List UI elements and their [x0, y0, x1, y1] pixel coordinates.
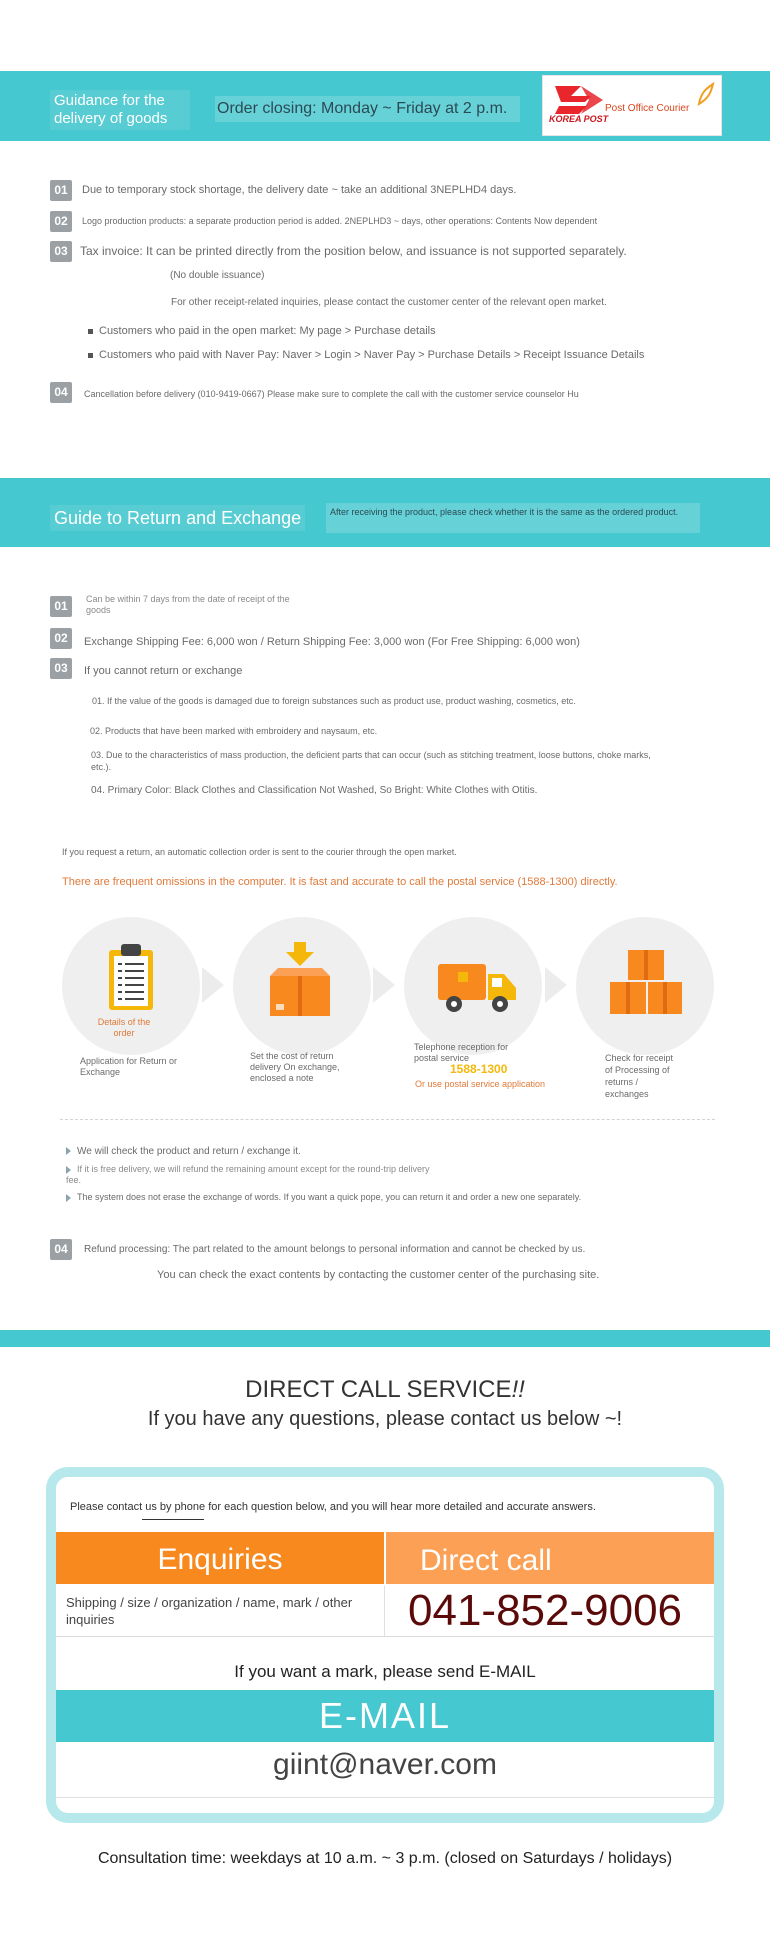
step-arrow-3: [545, 967, 567, 1003]
step-arrow-1: [202, 967, 224, 1003]
direct-call-divider: [0, 1330, 770, 1347]
row-divider: [384, 1586, 385, 1636]
within-7-days-text: Can be within 7 days from the date of receipt of the goods: [86, 594, 290, 615]
open-market-bullet: [88, 325, 436, 337]
other-receipt-text: For other receipt-related inquiries, please contact the customer center of the relevant open market.: [171, 297, 607, 308]
step-arrow-2: [373, 967, 395, 1003]
step-3-label: Telephone reception for postal service: [414, 1042, 509, 1063]
step-1-label: Application for Return or Exchange: [80, 1056, 178, 1077]
omission-note-text: There are frequent omissions in the computer. It is fast and accurate to call the postal service (1588-1300) directly.: [62, 876, 618, 888]
dashed-divider: [60, 1119, 715, 1120]
phone-number[interactable]: 041-852-9006: [408, 1586, 683, 1635]
sub-item-01: 01. If the value of the goods is damaged due to foreign substances such as product use, product washing, cosmetics, etc.: [92, 696, 576, 706]
section2-num-02: 02: [50, 628, 72, 649]
section1-num-02: 02: [50, 211, 72, 232]
return-banner-title: Guide to Return and Exchange: [50, 505, 305, 531]
auto-collection-text: If you request a return, an automatic collection order is sent to the courier through the open market.: [62, 847, 457, 857]
direct-call-title: [0, 1376, 770, 1404]
enquiries-header: Enquiries: [56, 1532, 384, 1584]
postal-app-text: Or use postal service application: [414, 1079, 546, 1089]
section1-num-03: 03: [50, 241, 72, 262]
open-market-bullet-text: Customers who paid in the open market: My page > Purchase details: [99, 325, 436, 337]
panel-note-text: Please contact us by phone for each question below, and you will hear more detailed and accurate answers.: [70, 1501, 596, 1513]
sub-item-03: 03. Due to the characteristics of mass production, the deficient parts that can occur (such as stitching treatment, loose buttons, choke marks, etc.).: [91, 750, 651, 772]
email-divider: [56, 1797, 714, 1798]
delivery-truck-icon: [436, 960, 520, 1016]
panel-note-underline: [142, 1519, 204, 1520]
direct-call-title-mark: !!: [511, 1376, 525, 1403]
check-item-3: [66, 1192, 581, 1202]
inquiry-types-text: Shipping / size / organization / name, mark / other inquiries: [66, 1595, 353, 1627]
contact-center-text: You can check the exact contents by contacting the customer center of the purchasing site.: [157, 1269, 600, 1281]
stacked-boxes-icon: [608, 948, 684, 1016]
stock-shortage-text: Due to temporary stock shortage, the delivery date ~ take an additional 3NEPLHD4 days.: [82, 184, 517, 196]
section2-num-04: 04: [50, 1239, 72, 1260]
email-address[interactable]: giint@naver.com: [273, 1748, 497, 1781]
no-double-issuance-text: (No double issuance): [170, 270, 265, 281]
logo-production-text: Logo production products: a separate production period is added. 2NEPLHD3 ~ days, other operations: Contents Now dependent: [82, 216, 598, 226]
step-2-label: Set the cost of return delivery On exchange, enclosed a note: [250, 1051, 340, 1083]
mark-email-note: If you want a mark, please send E-MAIL: [234, 1662, 536, 1681]
korea-post-text: KOREA POST: [549, 114, 609, 124]
section2-num-03: 03: [50, 658, 72, 679]
direct-call-subtitle: If you have any questions, please contact us below ~!: [147, 1408, 623, 1430]
package-box-icon: [268, 942, 332, 1018]
clipboard-icon: [107, 942, 155, 1012]
sub-item-04: 04. Primary Color: Black Clothes and Classification Not Washed, So Bright: White Clothes with Otitis.: [91, 785, 538, 796]
check-item-1: [66, 1146, 301, 1157]
refund-processing-text: Refund processing: The part related to the amount belongs to personal information and cannot be checked by us.: [84, 1244, 586, 1255]
delivery-banner-title: Guidance for the delivery of goods: [50, 90, 190, 130]
shipping-fee-text: Exchange Shipping Fee: 6,000 won / Return Shipping Fee: 3,000 won (For Free Shipping: 6,000 won): [84, 636, 580, 648]
section1-num-01: 01: [50, 180, 72, 201]
consultation-hours: Consultation time: weekdays at 10 a.m. ~ 3 p.m. (closed on Saturdays / holidays): [97, 1850, 673, 1867]
check-item-1-text: We will check the product and return / exchange it.: [77, 1146, 301, 1157]
cancellation-text: Cancellation before delivery (010-9419-0667) Please make sure to complete the call with the customer service counselor Hu: [84, 389, 579, 399]
tax-invoice-text: Tax invoice: It can be printed directly from the position below, and issuance is not supported separately.: [80, 244, 627, 258]
details-of-order-text: Details of the order: [97, 1017, 151, 1038]
direct-call-title-text: DIRECT CALL SERVICE: [245, 1376, 512, 1403]
check-item-3-text: The system does not erase the exchange of words. If you want a quick pope, you can return it and order a new one separately.: [77, 1192, 582, 1202]
section2-num-01: 01: [50, 596, 72, 617]
order-closing-text: Order closing: Monday ~ Friday at 2 p.m.: [215, 96, 520, 122]
section1-num-04: 04: [50, 382, 72, 403]
naver-pay-bullet: [88, 349, 644, 361]
email-label-bar: E-MAIL: [56, 1690, 714, 1742]
check-item-2: [66, 1164, 446, 1186]
step-4-label: Check for receipt of Processing of returns / exchanges: [605, 1053, 674, 1099]
korea-post-logo: [542, 75, 722, 136]
cannot-return-text: If you cannot return or exchange: [84, 665, 243, 677]
wing-icon: [695, 82, 717, 108]
post-office-courier-text: Post Office Courier: [605, 103, 690, 114]
check-item-2-text: If it is free delivery, we will refund the remaining amount except for the round-trip delivery fee.: [66, 1164, 430, 1185]
direct-call-header: Direct call: [386, 1532, 714, 1584]
postal-phone-text: 1588-1300: [450, 1062, 508, 1076]
sub-item-02: 02. Products that have been marked with embroidery and naysaum, etc.: [90, 726, 378, 736]
return-banner-note: After receiving the product, please check whether it is the same as the ordered product.: [326, 503, 700, 533]
naver-pay-bullet-text: Customers who paid with Naver Pay: Naver > Login > Naver Pay > Purchase Details > Receipt Issuance Details: [99, 349, 645, 361]
